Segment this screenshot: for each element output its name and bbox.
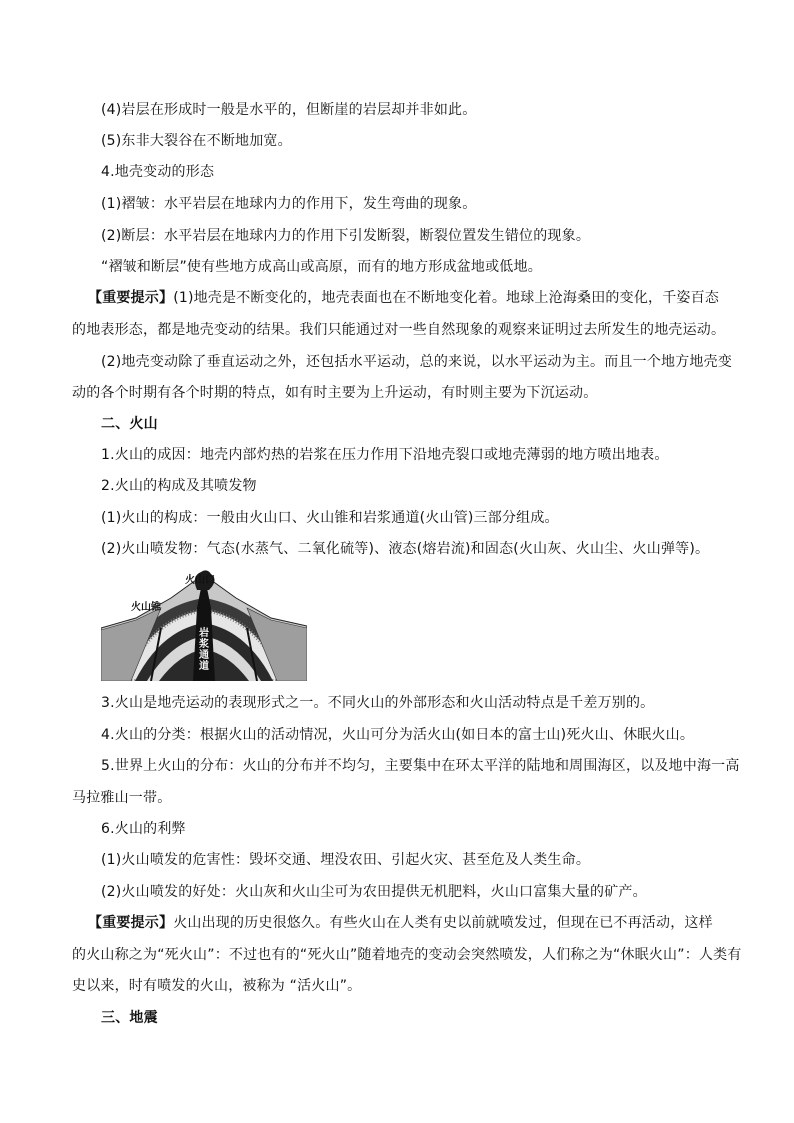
text-line: (2)火山喷发物：气态(水蒸气、二氧化硫等)、液态(熔岩流)和固态(火山灰、火山尘、火山弹等)。 — [101, 541, 710, 557]
text-line: 1.火山的成因：地壳内部灼热的岩浆在压力作用下沿地壳裂口或地壳薄弱的地方喷出地表。 — [101, 447, 669, 463]
text-line: (2)火山喷发的好处：火山灰和火山尘可为农田提供无机肥料，火山口富集大量的矿产。 — [101, 884, 647, 900]
text-line: 5.世界上火山的分布：火山的分布并不均匀，主要集中在环太平洋的陆地和周围海区，以及地中海一高 — [101, 758, 740, 774]
text-line: (4)岩层在形成时一般是水平的，但断崖的岩层却并非如此。 — [101, 102, 477, 118]
volcano-diagram — [101, 568, 307, 681]
important-tip-label: 【重要提示】 — [88, 915, 174, 931]
section-heading: 三、地震 — [101, 1010, 158, 1026]
text-line: 动的各个时期有各个时期的特点，如有时主要为上升运动，有时则主要为下沉运动。 — [72, 385, 598, 401]
text-line: 的地表形态，都是地壳变动的结果。我们只能通过对一些自然现象的观察来证明过去所发生的地壳运动。 — [72, 322, 726, 338]
text-line: 马拉雅山一带。 — [72, 790, 172, 806]
important-tip-label: 【重要提示】 — [88, 290, 174, 306]
tip-paragraph — [88, 913, 713, 933]
text-line: (2)断层：水平岩层在地球内力的作用下引发断裂，断裂位置发生错位的现象。 — [101, 228, 591, 244]
text-line: (1)地壳是不断变化的，地壳表面也在不断地变化着。地球上沧海桑田的变化，千姿百态 — [173, 290, 720, 306]
cone-label: 火山锥 — [131, 602, 161, 613]
text-line: (1)火山喷发的危害性：毁坏交通、埋没农田、引起火灾、甚至危及人类生命。 — [101, 852, 591, 868]
section-subheading: 2.火山的构成及其喷发物 — [101, 478, 257, 494]
conduit-label: 岩浆通道 — [199, 628, 209, 672]
text-line: (2)地壳变动除了垂直运动之外，还包括水平运动，总的来说，以水平运动为主。而且一个地方地壳变 — [101, 354, 733, 370]
text-line: (1)火山的构成：一般由火山口、火山锥和岩浆通道(火山管)三部分组成。 — [101, 510, 559, 526]
section-subheading: 6.火山的利弊 — [101, 821, 186, 837]
section-subheading: 4.地壳变动的形态 — [101, 164, 215, 180]
section-heading: 二、火山 — [101, 416, 158, 432]
text-line: 3.火山是地壳运动的表现形式之一。不同火山的外部形态和火山活动特点是千差万别的。 — [101, 695, 655, 711]
text-line: “褶皱和断层”使有些地方成高山或高原，而有的地方形成盆地或低地。 — [101, 259, 542, 275]
text-line: 史以来，时有喷发的火山，被称为 “活火山”。 — [72, 978, 362, 994]
text-line: 的火山称之为“死火山”：不过也有的“死火山”随着地壳的变动会突然喷发，人们称之为“休眠火山”：人类有 — [72, 947, 742, 963]
text-line: (1)褶皱：水平岩层在地球内力的作用下，发生弯曲的现象。 — [101, 196, 477, 212]
text-line: 火山出现的历史很悠久。有些火山在人类有史以前就喷发过，但现在已不再活动，这样 — [173, 915, 713, 931]
tip-paragraph — [88, 288, 720, 308]
text-line: 4.火山的分类：根据火山的活动情况，火山可分为活火山(如日本的富士山)死火山、休眠火山。 — [101, 727, 695, 743]
crater-label: 火山口 — [185, 575, 215, 586]
text-line: (5)东非大裂谷在不断地加宽。 — [101, 133, 292, 149]
